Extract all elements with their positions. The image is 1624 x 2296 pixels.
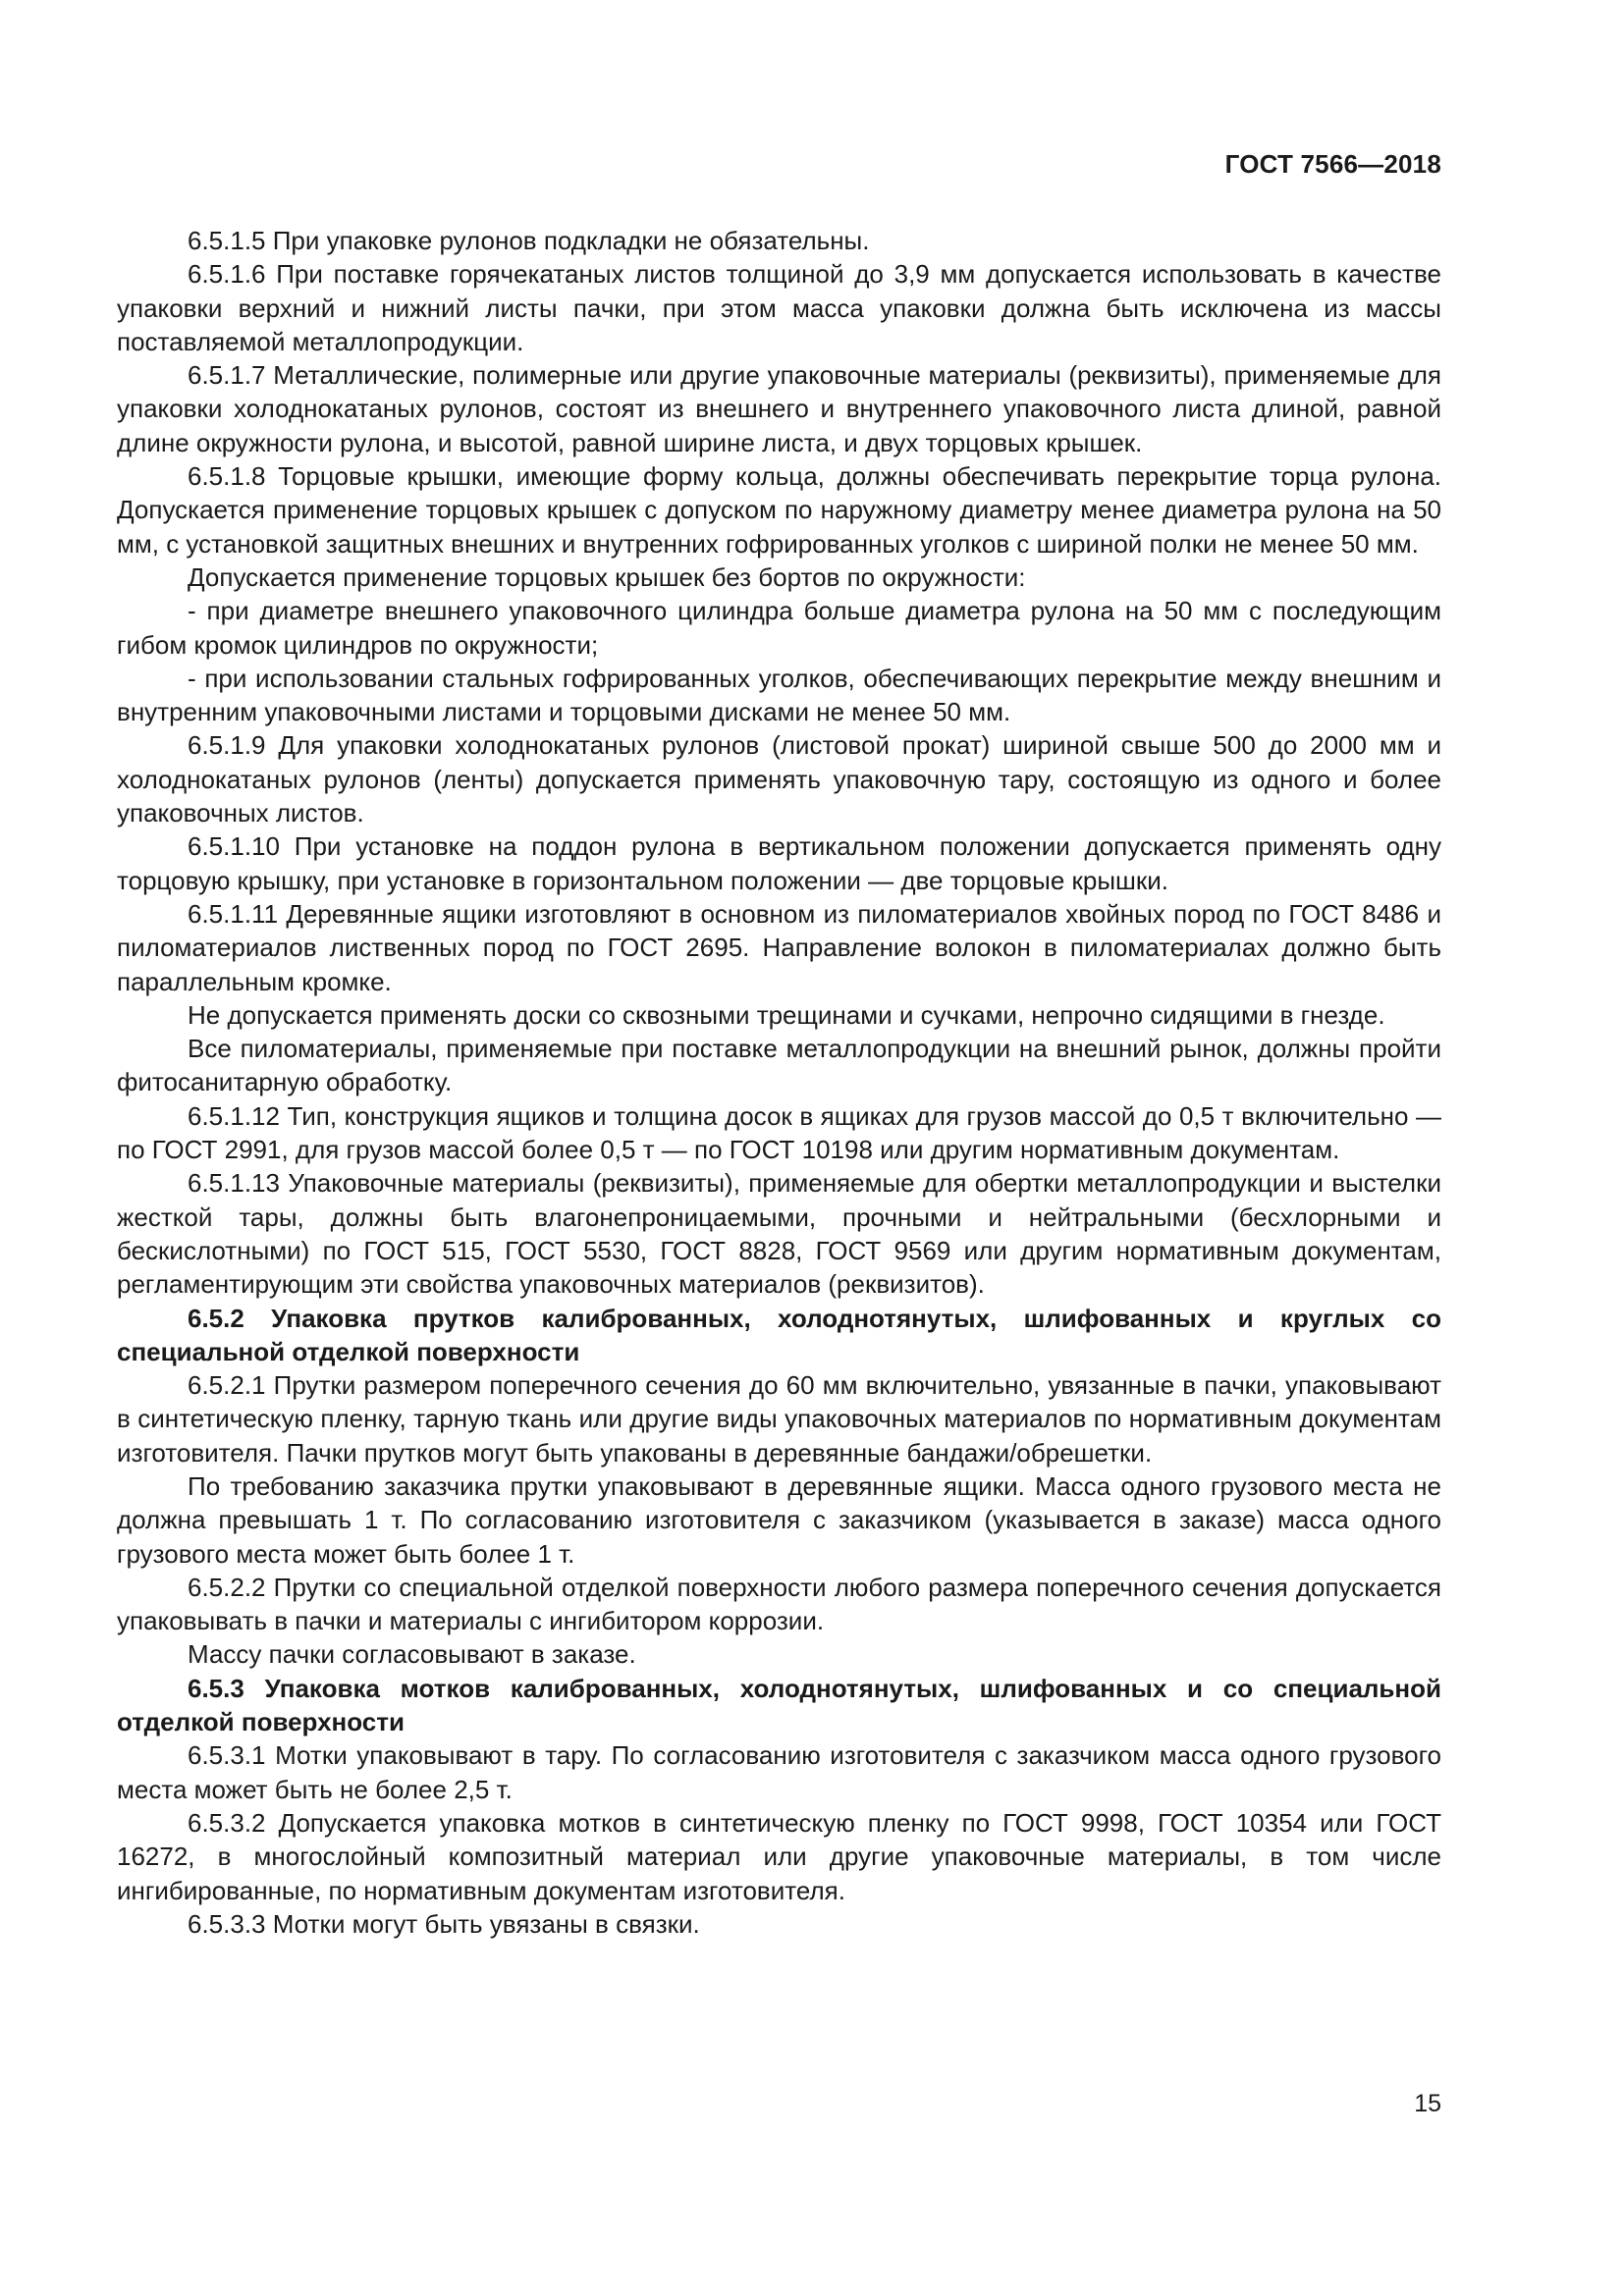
paragraph: - при использовании стальных гофрированных уголков, обеспечивающих перекрытие между внешним и внутренним упаковочными листами и торцовыми дисками не менее 50 мм. — [117, 663, 1441, 727]
paragraph: 6.5.2.2 Прутки со специальной отделкой поверхности любого размера поперечного сечения допускается упаковывать в пачки и материалы с ингибитором коррозии. — [117, 1572, 1441, 1636]
section-heading: 6.5.2 Упаковка прутков калиброванных, холоднотянутых, шлифованных и круглых со специальной отделкой поверхности — [117, 1303, 1441, 1366]
paragraph: 6.5.1.8 Торцовые крышки, имеющие форму кольца, должны обеспечивать перекрытие торца рулона. Допускается применение торцовых крышек с допуском по наружному диаметру менее диаметра рулона на 50 мм, с установкой защитных внешних и внутренних гофрированных уголков с шириной полки не менее 50 мм. — [117, 461, 1441, 559]
paragraph: 6.5.1.13 Упаковочные материалы (реквизиты), применяемые для обертки металлопродукции и выстелки жесткой тары, должны быть влагонепроницаемыми, прочными и нейтральными (бесхлорными и бескислотными) по ГОСТ 515, ГОСТ 5530, ГОСТ 8828, ГОСТ 9569 или другим нормативным документам, регламентирующим эти свойства упаковочных материалов (реквизитов). — [117, 1168, 1441, 1300]
paragraph: Допускается применение торцовых крышек без бортов по окружности: — [188, 561, 1026, 592]
paragraph: Массу пачки согласовывают в заказе. — [188, 1639, 636, 1670]
paragraph: 6.5.1.9 Для упаковки холоднокатаных рулонов (листовой прокат) шириной свыше 500 до 2000 мм и холоднокатаных рулонов (ленты) допускается применять упаковочную тару, состоящую из одного и более упаковочных листов. — [117, 730, 1441, 828]
paragraph: 6.5.1.7 Металлические, полимерные или другие упаковочные материалы (реквизиты), применяемые для упаковки холоднокатаных рулонов, состоят из внешнего и внутреннего упаковочного листа длиной, равной длине окружности рулона, и высотой, равной ширине листа, и двух торцовых крышек. — [117, 360, 1441, 457]
paragraph: 6.5.1.12 Тип, конструкция ящиков и толщина досок в ящиках для грузов массой до 0,5 т включительно — по ГОСТ 2991, для грузов массой более 0,5 т — по ГОСТ 10198 или другим нормативным документам. — [117, 1100, 1441, 1165]
paragraph: - при диаметре внешнего упаковочного цилиндра больше диаметра рулона на 50 мм с последующим гибом кромок цилиндров по окружности; — [117, 596, 1441, 660]
section-heading: 6.5.3 Упаковка мотков калиброванных, холоднотянутых, шлифованных и со специальной отделкой поверхности — [117, 1673, 1441, 1737]
paragraph: По требованию заказчика прутки упаковывают в деревянные ящики. Масса одного грузового места не должна превышать 1 т. По согласованию изготовителя с заказчиком (указывается в заказе) масса одного грузового места может быть более 1 т. — [117, 1470, 1441, 1569]
paragraph: Все пиломатериалы, применяемые при поставке металлопродукции на внешний рынок, должны пройти фитосанитарную обработку. — [117, 1034, 1441, 1097]
page-number: 15 — [1414, 2090, 1441, 2117]
document-id: ГОСТ 7566—2018 — [1224, 149, 1441, 179]
paragraph: 6.5.1.10 При установке на поддон рулона в вертикальном положении допускается применять одну торцовую крышку, при установке в горизонтальном положении — две торцовые крышки. — [117, 831, 1441, 895]
paragraph: 6.5.1.11 Деревянные ящики изготовляют в основном из пиломатериалов хвойных пород по ГОСТ 8486 и пиломатериалов лиственных пород по ГОСТ 2695. Направление волокон в пиломатериалах должно быть параллельным кромке. — [117, 898, 1441, 996]
paragraph: 6.5.3.2 Допускается упаковка мотков в синтетическую пленку по ГОСТ 9998, ГОСТ 10354 или ГОСТ 16272, в многослойный композитный материал или другие упаковочные материалы, в том числе ингибированные, по нормативным документам изготовителя. — [117, 1807, 1441, 1905]
paragraph: 6.5.3.1 Мотки упаковывают в тару. По согласованию изготовителя с заказчиком масса одного грузового места может быть не более 2,5 т. — [117, 1740, 1441, 1804]
document-body — [117, 224, 1441, 1941]
paragraph: 6.5.2.1 Прутки размером поперечного сечения до 60 мм включительно, увязанные в пачки, упаковывают в синтетическую пленку, тарную ткань или другие виды упаковочных материалов по нормативным документам изготовителя. Пачки прутков могут быть упакованы в деревянные бандажи/обрешетки. — [117, 1370, 1441, 1468]
paragraph: 6.5.3.3 Мотки могут быть увязаны в связки. — [188, 1908, 700, 1939]
paragraph: 6.5.1.5 При упаковке рулонов подкладки не обязательны. — [188, 226, 870, 255]
paragraph: 6.5.1.6 При поставке горячекатаных листов толщиной до 3,9 мм допускается использовать в качестве упаковки верхний и нижний листы пачки, при этом масса упаковки должна быть исключена из массы поставляемой металлопродукции. — [117, 259, 1441, 356]
paragraph: Не допускается применять доски со сквозными трещинами и сучками, непрочно сидящими в гнезде. — [188, 999, 1385, 1030]
